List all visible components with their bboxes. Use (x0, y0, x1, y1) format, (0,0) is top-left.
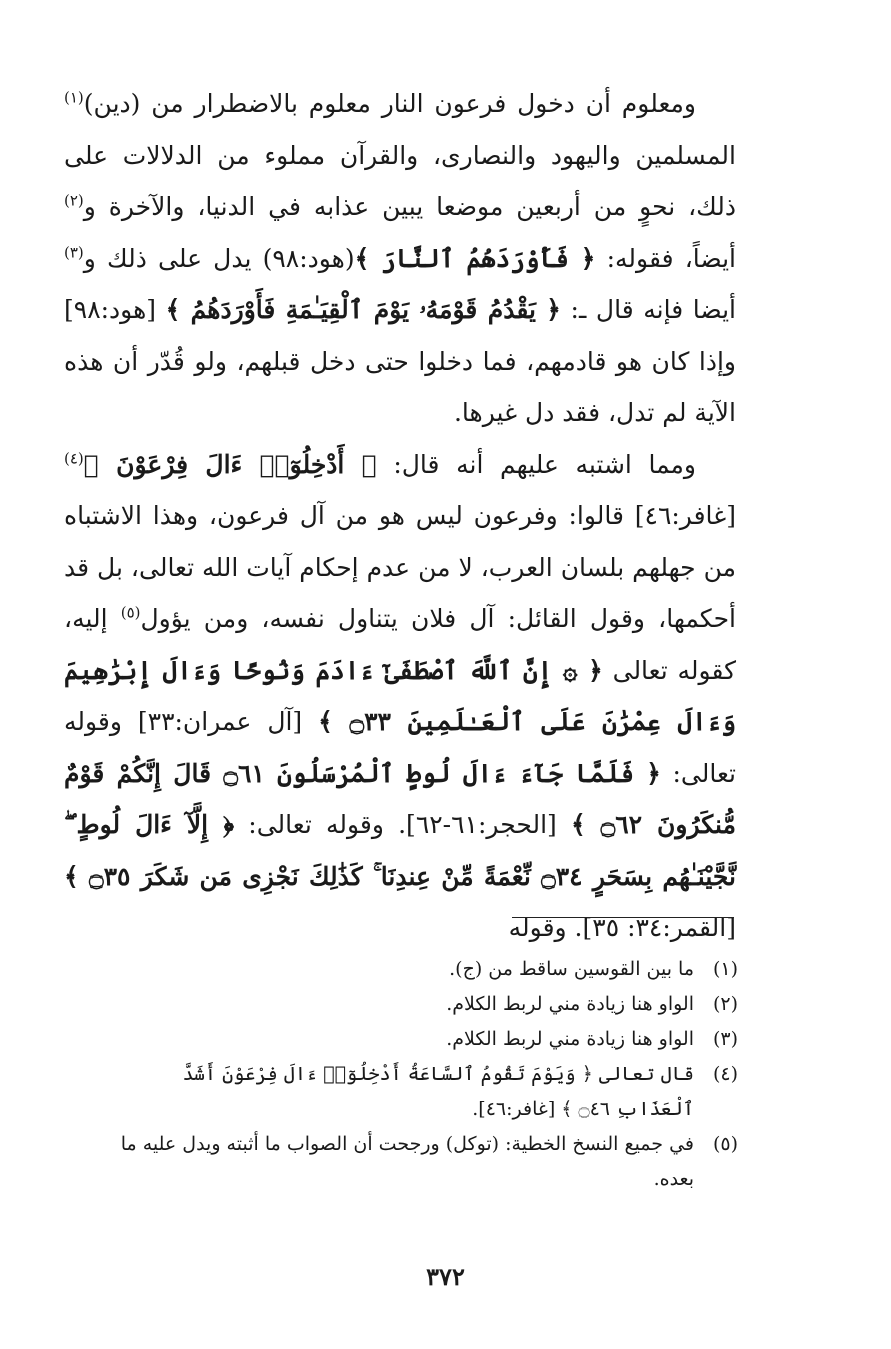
text-run: إليه، كقوله تعالى (64, 604, 737, 685)
text-run: ومعلوم أن دخول فرعون النار معلوم بالاضطرار من (دين) (83, 89, 696, 118)
footnote-item (120, 952, 738, 987)
text-run: [آل عمران:٣٣] وقوله تعالى: (64, 707, 736, 788)
quran-verse: ﴿ فَأَوْرَدَهُمُ ٱلنَّارَ ﴾ (354, 243, 596, 273)
footnote-marker: (٢) (64, 191, 84, 210)
quran-verse: ﴿ ۞ إِنَّ ٱللَّهَ ٱصْطَفَىٰٓ ءَادَمَ وَنُوحًا وَءَالَ إِبْرَٰهِيمَ وَءَالَ عِمْرَٰنَ عَلَى ٱلْعَـٰلَمِينَ ۝٣٣ ﴾ (64, 655, 736, 736)
footnote-number: (٥) (712, 1133, 738, 1155)
footnote-separator (512, 917, 734, 918)
page-number: ٣٧٢ (426, 1262, 465, 1291)
text-run: (هود:٩٨) يدل على ذلك و (83, 243, 355, 273)
footnote-item (120, 987, 738, 1022)
footnote-number: (١) (712, 958, 738, 980)
footnote-marker: (٤) (64, 449, 84, 468)
footnote-item (120, 1022, 738, 1057)
text-run: [القمر:٣٤: ٣٥]. وقوله (508, 913, 736, 942)
quran-verse: ﴿ إِلَّآ ءَالَ لُوطٍ ۖ نَّجَّيْنَـٰهُم بِسَحَرٍ ۝٣٤ نِّعْمَةً مِّنْ عِندِنَا ۚ كَذَٰلِكَ نَجْزِى مَن شَكَرَ ۝٣٥ ﴾ (64, 810, 736, 891)
footnote-text: في جميع النسخ الخطية: (توكل) ورجحت أن الصواب ما أثبته ويدل عليه ما بعده. (120, 1133, 694, 1190)
footnote-text: قال تعالى ﴿ وَيَوْمَ تَقُومُ ٱلسَّاعَةُ أَدْخِلُوٓا۟ ءَالَ فِرْعَوْنَ أَشَدَّ ٱلْعَذَابِ ۝٤٦ ﴾ [غافر:٤٦]. (182, 1063, 694, 1120)
footnote-number: (٢) (712, 993, 738, 1015)
paragraph-2 (64, 439, 736, 954)
text-run: ومما اشتبه عليهم أنه قال: (376, 449, 696, 479)
footnote-marker: (٣) (64, 243, 84, 262)
text-run: [غافر:٤٦] قالوا: وفرعون ليس هو من آل فرعون، وهذا الاشتباه من جهلهم بلسان العرب، لا من عدم إحكام آيات الله تعالى، بل قد أحكمها، وقول القائل: آل فلان يتناول نفسه، ومن يؤول (64, 501, 737, 633)
footnote-item (120, 1057, 738, 1127)
text-run: أيضا فإنه قال ـ: (560, 295, 736, 324)
footnote-text: الواو هنا زيادة مني لربط الكلام. (446, 1028, 694, 1050)
text-run: [هود:٩٨] وإذا كان هو قادمهم، فما دخلوا حتى دخل قبلهم، ولو قُدّر أن هذه الآية لم تدل، فقد دل غيرها. (64, 295, 736, 427)
footnote-text: ما بين القوسين ساقط من (ج). (449, 958, 694, 980)
quran-verse: ﴿ يَقْدُمُ قَوْمَهُۥ يَوْمَ ٱلْقِيَـٰمَةِ فَأَوْرَدَهُمُ ﴾ (165, 295, 561, 324)
footnote-number: (٤) (712, 1063, 738, 1085)
text-run: [الحجر:٦١-٦٢]. وقوله تعالى: (234, 810, 571, 839)
footnote-item (120, 1127, 738, 1197)
footnote-text: الواو هنا زيادة مني لربط الكلام. (446, 993, 694, 1015)
quran-verse: ﴿ فَلَمَّا جَآءَ ءَالَ لُوطٍ ٱلْمُرْسَلُونَ ۝٦١ قَالَ إِنَّكُمْ قَوْمٌ مُّنكَرُونَ ۝٦٢ ﴾ (64, 758, 736, 839)
text-run: أيضاً، فقوله: (595, 243, 736, 273)
footnote-marker: (١) (64, 88, 84, 107)
quran-verse: ﴿ أَدْخِلُوٓا۟ ءَالَ فِرْعَوْنَ ﴾ (83, 449, 377, 479)
paragraph-1 (64, 78, 736, 439)
footnote-marker: (٥) (120, 603, 141, 622)
text-run: المسلمين واليهود والنصارى، والقرآن مملوء من الدلالات على ذلك، نحوٍ من أربعين موضعا يبين عذابه في الدنيا، والآخرة و (64, 140, 736, 221)
footnotes-list (120, 952, 738, 1197)
footnote-number: (٣) (712, 1028, 738, 1050)
main-text (64, 78, 736, 954)
